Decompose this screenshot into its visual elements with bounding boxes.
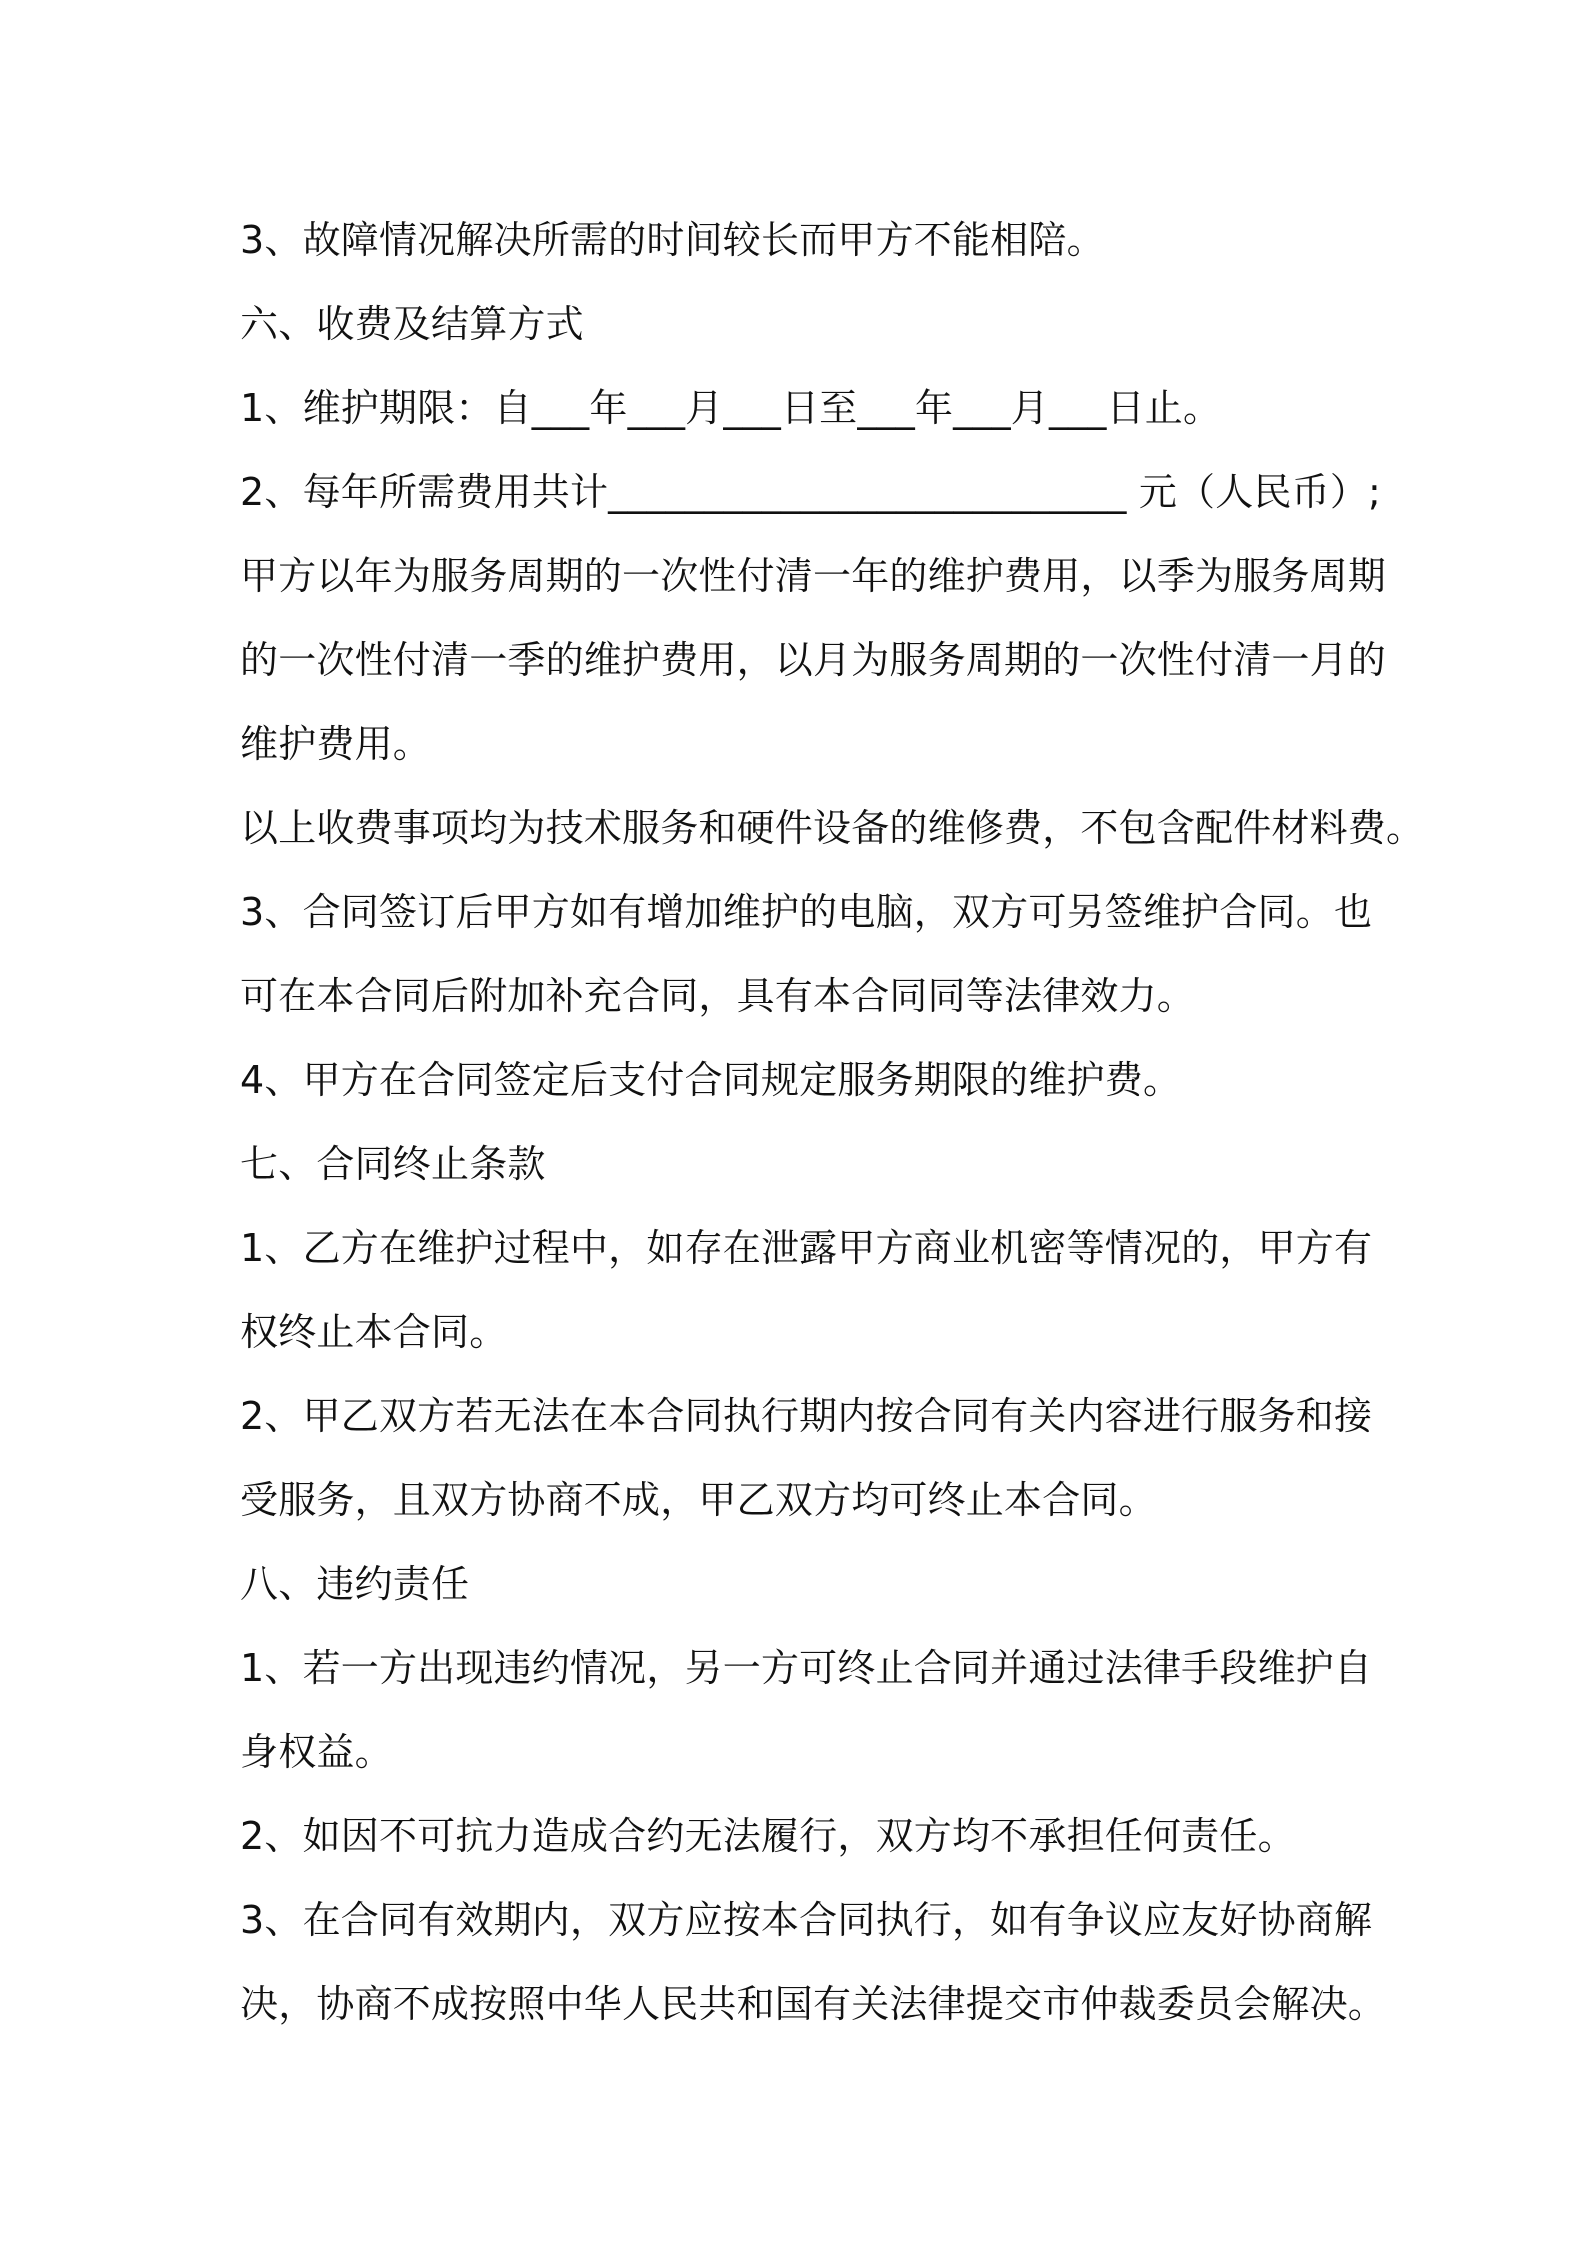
clause-line: 决，协商不成按照中华人民共和国有关法律提交市仲裁委员会解决。 — [240, 1982, 1387, 2026]
clause-line: 2、甲乙双方若无法在本合同执行期内按合同有关内容进行服务和接 — [240, 1394, 1373, 1438]
clause-line: 3、合同签订后甲方如有增加维护的电脑，双方可另签维护合同。也 — [240, 890, 1373, 934]
clause-line: 可在本合同后附加补充合同，具有本合同同等法律效力。 — [240, 974, 1196, 1018]
section-heading: 八、违约责任 — [240, 1562, 470, 1606]
clause-line: 1、若一方出现违约情况，另一方可终止合同并通过法律手段维护自 — [240, 1646, 1373, 1690]
clause-line: 受服务，且双方协商不成，甲乙双方均可终止本合同。 — [240, 1478, 1157, 1522]
document-body — [240, 198, 1425, 2046]
clause-line: 4、甲方在合同签定后支付合同规定服务期限的维护费。 — [240, 1058, 1182, 1102]
section-heading: 七、合同终止条款 — [240, 1142, 546, 1186]
section-heading: 六、收费及结算方式 — [240, 302, 584, 346]
clause-line: 甲方以年为服务周期的一次性付清一年的维护费用，以季为服务周期 — [240, 554, 1387, 598]
clause-line: 维护费用。 — [240, 722, 432, 766]
clause-line: 2、每年所需费用共计___________________________ 元（人民币）; — [240, 470, 1382, 514]
clause-line: 权终止本合同。 — [240, 1310, 508, 1354]
clause-line: 3、故障情况解决所需的时间较长而甲方不能相陪。 — [240, 218, 1105, 262]
clause-line: 2、如因不可抗力造成合约无法履行，双方均不承担任何责任。 — [240, 1814, 1296, 1858]
clause-line: 身权益。 — [240, 1730, 393, 1774]
clause-line: 1、乙方在维护过程中，如存在泄露甲方商业机密等情况的，甲方有 — [240, 1226, 1373, 1270]
clause-line: 1、维护期限：自___年___月___日至___年___月___日止。 — [240, 386, 1222, 430]
clause-line: 3、在合同有效期内，双方应按本合同执行，如有争议应友好协商解 — [240, 1898, 1373, 1942]
clause-line: 的一次性付清一季的维护费用，以月为服务周期的一次性付清一月的 — [240, 638, 1387, 682]
clause-line: 以上收费事项均为技术服务和硬件设备的维修费，不包含配件材料费。 — [240, 806, 1425, 850]
